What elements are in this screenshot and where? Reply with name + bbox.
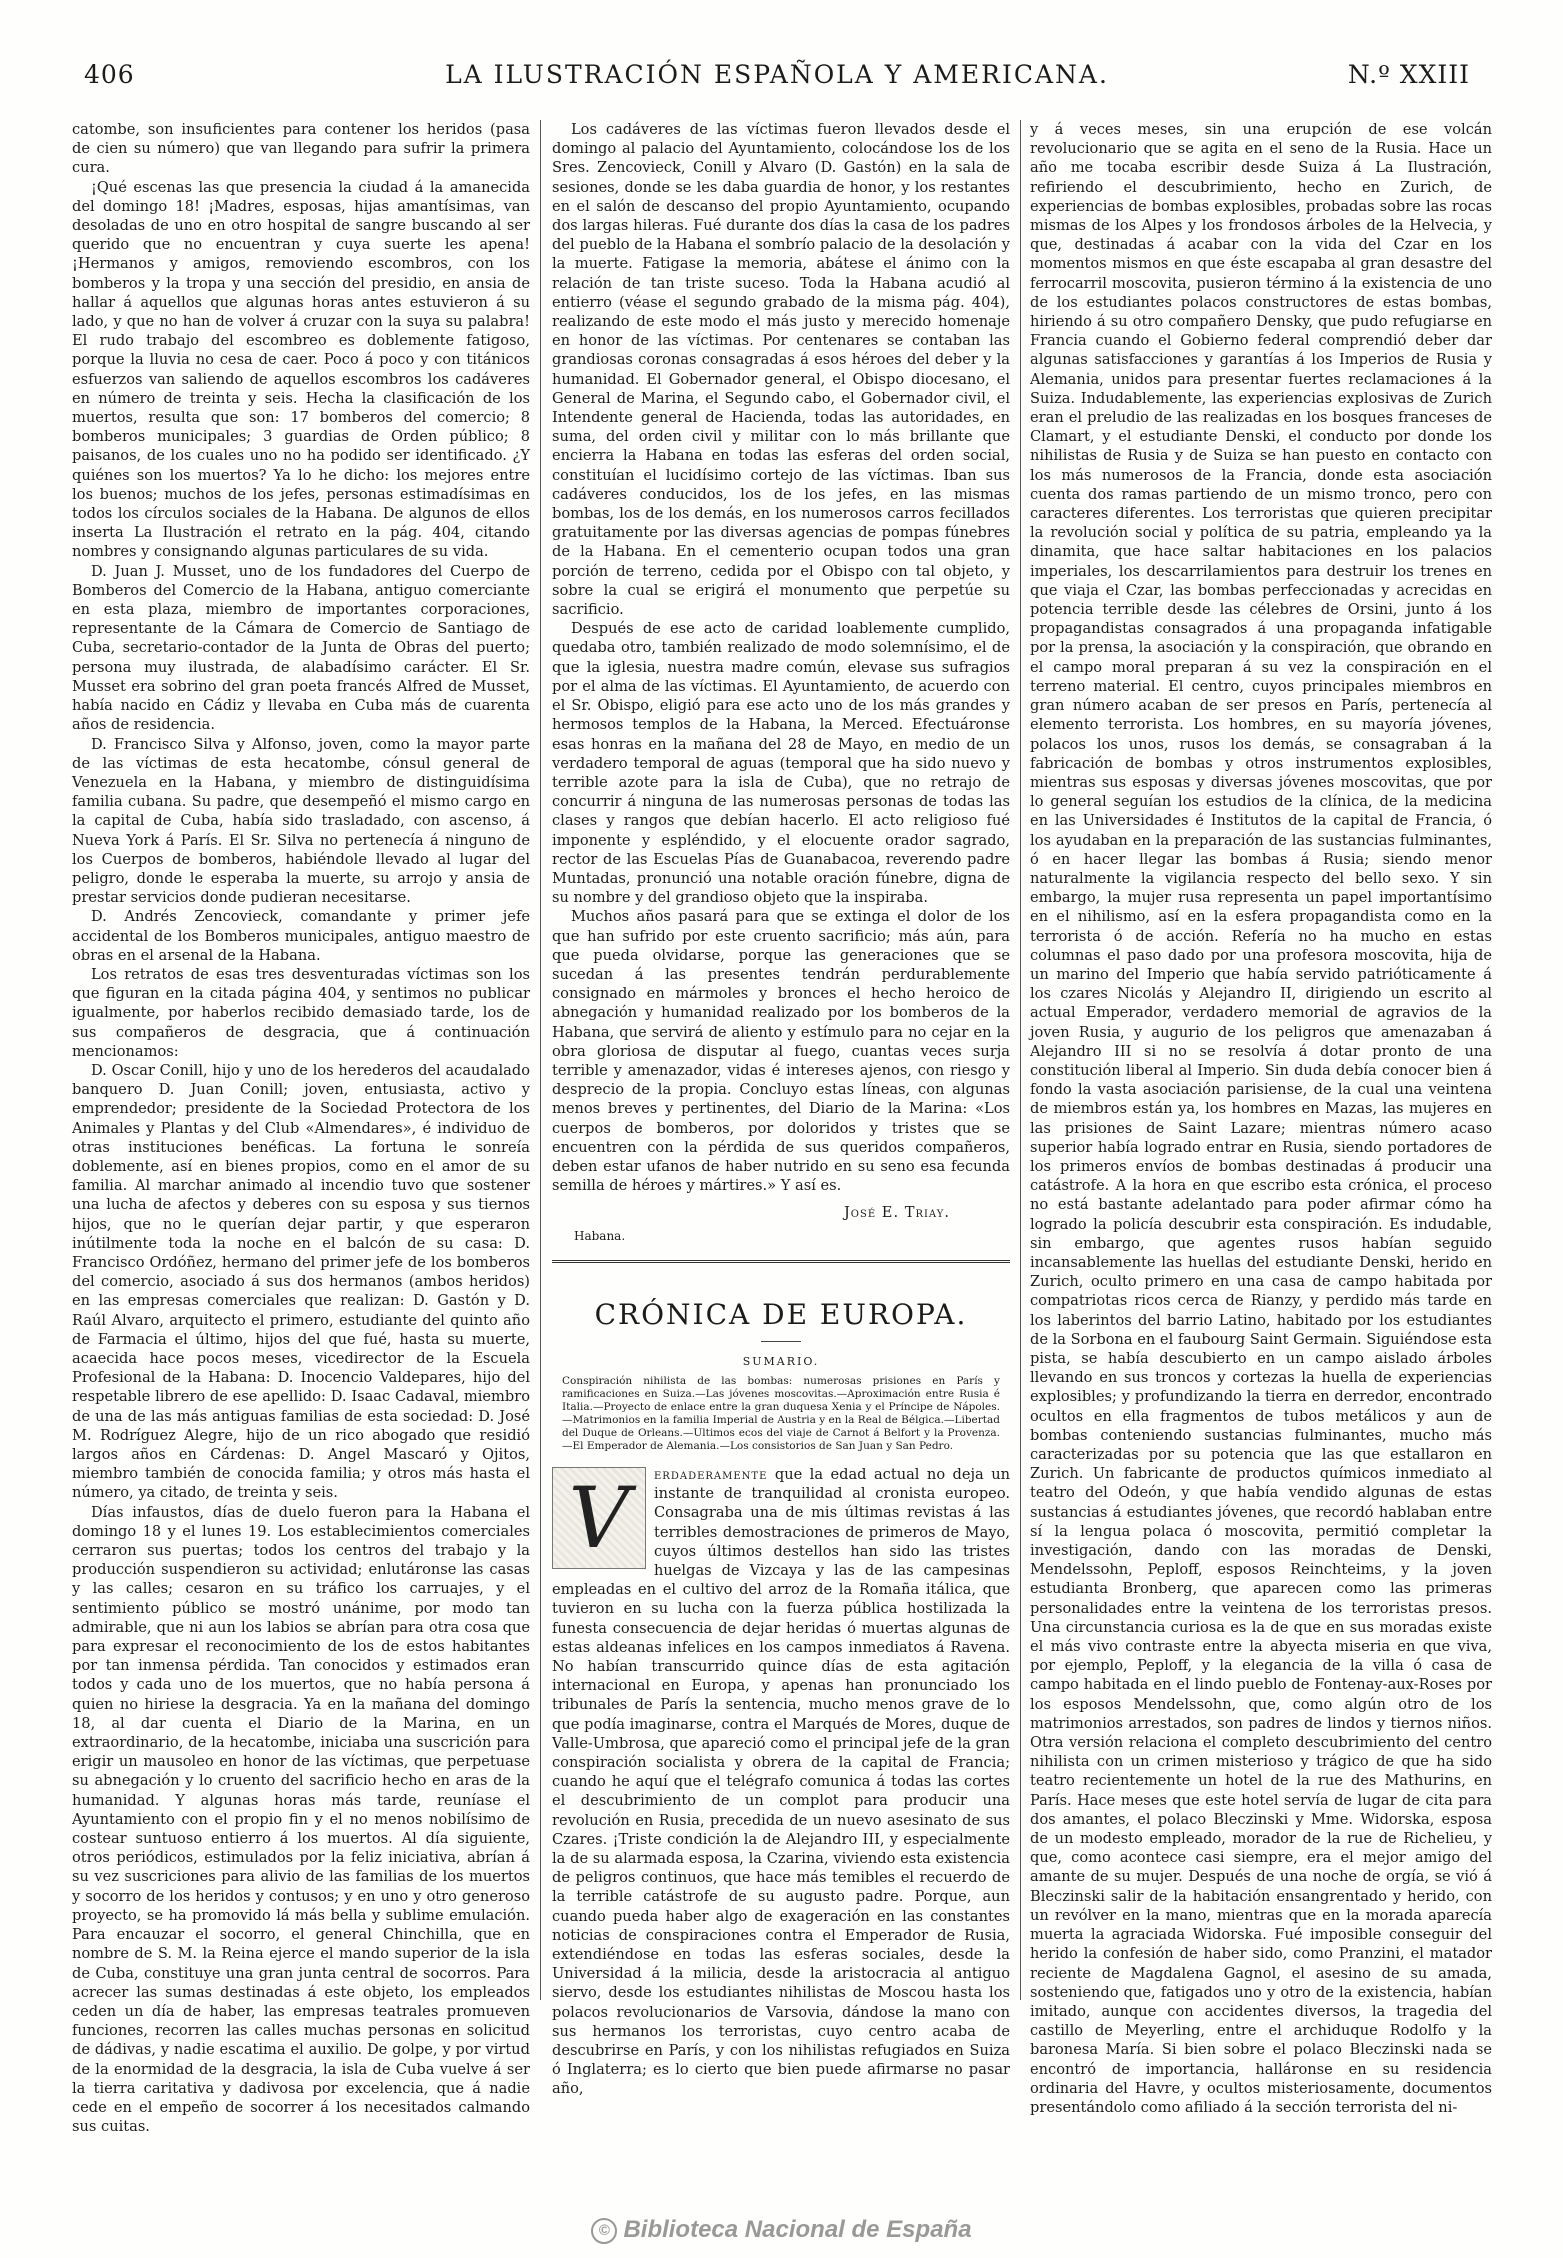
paragraph: ¡Qué escenas las que presencia la ciudad á la amanecida del domingo 18! ¡Madres, esposas, hijas amantísimas, van desoladas de uno en otro hospital de sangre buscando al ser querido que no encuentran y cuya suerte les apena! ¡Hermanos y amigos, removiendo escombros, con los bomberos y la tropa y una sección del presidio, en ansia de hallar á aquellos que algunas horas antes estuvieron á su lado, y que no han de volver á cruzar con la suya su palabra! El rudo trabajo del escombreo es doblemente fatigoso, porque la lluvia no cesa de caer. Poco á poco y con titánicos esfuerzos van saliendo de aquellos escombros los cadáveres en número de treinta y seis. Hecha la clasificación de los muertos, resulta que son: 17 bomberos del comercio; 8 bomberos municipales; 3 guardias de Orden público; 8 paisanos, de los cuales uno no ha podido ser identificado. ¿Y quiénes son los muertos? Ya lo he dicho: los mejores entre los buenos; muchos de los jefes, personas estimadísimas en todos los círculos sociales de la Habana. De algunos de ellos inserta La Ilustración el retrato en la pág. 404, citando nombres y consignando algunas particulares de su vida.: [72, 178, 530, 561]
paragraph: D. Francisco Silva y Alfonso, joven, como la mayor parte de las víctimas de esta hecatombe, cónsul general de Venezuela en la Habana, y miembro de distinguidísima familia cubana. Su padre, que desempeñó el mismo cargo en la capital de Cuba, había sido trasladado, con ascenso, á Nueva York á París. El Sr. Silva no pertenecía á ninguno de los Cuerpos de bomberos, habiéndole llevado al lugar del peligro, donde le esperaba la muerte, su arrojo y ansia de prestar servicios donde pudieran necesitarse.: [72, 735, 530, 907]
issue-number: N.º XXIII: [1347, 60, 1470, 89]
dateline-place: Habana.: [574, 1228, 626, 1243]
paragraph: Los cadáveres de las víctimas fueron llevados desde el domingo al palacio del Ayuntamiento, colocándose los de los Sres. Zencovieck, Conill y Alvaro (D. Gastón) en la sala de sesiones, donde se les daba guardia de honor, y los restantes en el salón de descanso del propio Ayuntamiento, ocupando dos largas hileras. Fué durante dos días la casa de los padres del pueblo de la Habana el sombrío palacio de la desolación y la muerte. Fatigase la memoria, abátese el ánimo con la relación de tan triste suceso. Toda la Habana acudió al entierro (véase el segundo grabado de la misma pág. 404), realizando de este modo el más justo y merecido homenaje en honor de las víctimas. Por centenares se contaban las grandiosas coronas consagradas á esos héroes del deber y la humanidad. El Gobernador general, el Obispo diocesano, el General de Marina, el Segundo cabo, el Gobernador civil, el Intendente general de Hacienda, todas las autoridades, en suma, del orden civil y militar con lo más brillante que encierra la Habana en todas las esferas del orden social, constituían el lucidísimo cortejo de las víctimas. Iban sus cadáveres conducidos, los de los jefes, en las mismas bombas, los de los demás, en los numerosos carros fecillados gratuitamente por las diversas agencias de pompas fúnebres de la Habana. En el cementerio ocupan todos una gran porción de terreno, cedida por el Obispo con tal objeto, y sobre la cual se erigirá el monumento que perpetúe su sacrificio.: [552, 121, 1010, 619]
paragraph: D. Juan J. Musset, uno de los fundadores del Cuerpo de Bomberos del Comercio de la Habana, antiguo comerciante en esta plaza, miembro de importantes corporaciones, representante de la Cámara de Comercio de Santiago de Cuba, secretario-contador de la Junta de Obras del puerto; persona muy ilustrada, de alabadísimo carácter. El Sr. Musset era sobrino del gran poeta francés Alfred de Musset, había nacido en Cádiz y llevaba en Cuba más de cuarenta años de residencia.: [72, 562, 530, 734]
watermark-text: Biblioteca Nacional de España: [623, 2216, 972, 2243]
paragraph: D. Andrés Zencovieck, comandante y primer jefe accidental de los Bomberos municipales, antiguo maestro de obras en el arsenal de la Habana.: [72, 908, 530, 964]
paragraph: y á veces meses, sin una erupción de ese volcán revolucionario que se agita en el seno de la Rusia. Hace un año me tocaba escribir desde Suiza á La Ilustración, refiriendo el descubrimiento, hecho en Zurich, de experiencias de bombas explosibles, probadas sobre las rocas mismas de los Alpes y los frondosos árboles de la Helvecia, y que, destinadas á acabar con la vida del Czar en los momentos mismos en que éste escapaba al gran desastre del ferrocarril moscovita, pusieron término á la existencia de uno de los estudiantes polacos constructores de estas bombas, hiriendo á su otro compañero Densky, que pudo refugiarse en Francia cuando el Gobierno federal comprendió deber dar algunas satisfacciones y garantías á los Imperios de Rusia y Alemania, unidos para presentar fuertes reclamaciones á la Suiza. Indudablemente, las experiencias explosivas de Zurich eran el preludio de las realizadas en los bosques franceses de Clamart, y el estudiante Denski, el conducto por donde los nihilistas de Rusia y de Suiza se han puesto en contacto con los más numerosos de la Francia, donde esta asociación cuenta dos ramas partiendo de un mismo tronco, pero con caracteres diferentes. Los terroristas que quieren precipitar la revolución social y política de su patria, empleando ya la dinamita, que hace saltar habitaciones en los palacios imperiales, los descarrilamientos para destruir los trenes en que viaja el Czar, las bombas perfeccionadas y acrecidas en potencia terrible desde las célebres de Orsini, junto á los propagandistas consagrados á una propaganda infatigable por la prensa, la asociación y la conspiración, que obrando en el campo moral preparan á su vez la conspiración en el terreno material. El centro, cuyos principales miembros en gran número acaban de ser presos en París, pertenecía al elemento terrorista. Los hombres, en su mayoría jóvenes, polacos los unos, rusos los demás, se consagraban á la fabricación de bombas y otros instrumentos explosibles, mientras sus esposas y diversas jóvenes moscovitas, que por lo general seguían los estudios de la clínica, de la medicina en las Universidades é Institutos de la capital de Francia, ó los ayudaban en la preparación de las sustancias fulminantes, ó en hacer llegar las bombas á Rusia; siendo menor naturalmente la vigilancia respecto del bello sexo. Y sin embargo, la mujer rusa representa un papel importantísimo en el nihilismo, así en la esfera propagandista como en la terrorista ó de acción. Refería no ha mucho en estas columnas el paso dado por una profesora moscovita, hija de un marino del Imperio que había servido patrióticamente á los czares Nicolás y Alejandro II, dirigiendo un escrito al actual Emperador, verdadero memorial de agravios de la joven Rusia, y augurio de los peligros que amenazaban á Alejandro III si no se resolvía á dotar pronto de una constitución liberal al Imperio. Sin duda debía conocer bien á fondo la vasta asociación parisiense, de la cual una veintena de miembros están ya, los hombres en Mazas, las mujeres en las prisiones de Saint Lazare; mientras número acaso superior había logrado entrar en Rusia, siendo portadores de los primeros envíos de bombas destinadas á producir una catástrofe. A la hora en que escribo esta crónica, el proceso no está bastante adelantado para poder afirmar cómo ha logrado la policía descubrir esta conspiración. Es indudable, sin embargo, que agentes rusos habían seguido incansablemente las huellas del estudiante Denski, herido en Zurich, oculto primero en una casa de campo habitada por compatriotas ricos cerca de Rianzy, y perdido más tarde en los laberintos del barrio Latino, habitado por los estudiantes de la Sorbona en el faubourg Saint Germain. Siguiéndose esta pista, se había descubierto en un campo aislado árboles llevando en sus troncos y cortezas la huella de experiencias explosibles; y profundizando la tierra en derredor, encontrado ocultos en ella fragmentos de tubos metálicos y aun de bombas conteniendo sustancias fulminantes, mucho más caracterizadas por su potencia que las que estallaron en Zurich. Un fabricante de productos químicos inmediato al teatro del Odeón, y que había vendido algunas de estas sustancias á estudiantes jóvenes, que recordó hablaban entre sí la lengua polaca ó moscovita, permitió completar la investigación, dando con las moradas de Denski, Mendelssohn, Peploff, esposos Reinchteims, y la joven estudianta Bronberg, que aparecen como las primeras personalidades entre la veintena de los terroristas presos. Una circunstancia curiosa es la de que en sus moradas existe el más vivo contraste entre la abyecta miseria en que viva, por ejemplo, Peploff, y la elegancia de la villa ó casa de campo habitada en el lindo pueblo de Fontenay-aux-Roses por los esposos Mendelssohn, que, como algún otro de los matrimonios arrestados, son padres de lindos y tiernos niños. Otra versión relaciona el completo descubrimiento del centro nihilista con un crimen misterioso y trágico de que ha sido teatro recientemente un hotel de la rue des Mathurins, en París. Hace meses que este hotel servía de lugar de cita para dos amantes, el polaco Bleczinski y Mme. Widorska, esposa de un modesto empleado, morador de la rue de Richelieu, y que, como acontece casi siempre, era el mejor amigo del amante de su mujer. Después de una noche de orgía, se vió á Bleczinski salir de la habitación ensangrentado y herido, con un revólver en la mano, mientras que en la morada aparecía muerta la agraciada Widorska. Fué imposible conseguir del herido la confesión de haber sido, como Pranzini, el matador reciente de Magdalena Gagnol, el asesino de su amada, sosteniendo que, fatigados uno y otro de la existencia, habían imitado, aunque con accidentes diversos, la tragedia del castillo de Meyerling, entre el archiduque Rodolfo y la baronesa María. Si bien sobre el polaco Bleczinski nada se encontró de importancia, halláronse en su residencia ordinaria del Havre, y ocultos misteriosamente, documentos presentándolo como afiliado á la sección terrorista del ni-: [1030, 121, 1492, 2116]
cronica-paragraph: [552, 1465, 1010, 2099]
column-divider: [540, 120, 541, 2000]
paragraph: Después de ese acto de caridad loablemente cumplido, quedaba otro, también realizado de modo solemnísimo, el de que la iglesia, nuestra madre común, elevase sus sufragios por el alma de las víctimas. El Ayuntamiento, de acuerdo con el Sr. Obispo, eligió para ese acto uno de los más grandes y hermosos templos de la Habana, la Merced. Efectuáronse esas honras en la mañana del 28 de Mayo, en medio de un verdadero temporal de aguas (temporal que ha sido nuevo y terrible azote para la isla de Cuba), que no retrajo de concurrir á ninguna de las numerosas personas de todas las clases y rangos que debían hacerlo. El acto religioso fué imponente y espléndido, y el elocuente orador sagrado, rector de las Escuelas Pías de Guanabacoa, reverendo padre Muntadas, pronunció una notable oración fúnebre, digna de su nombre y del grandioso objeto que la inspiraba.: [552, 620, 1010, 907]
column-divider: [1020, 120, 1021, 2000]
title-underline: [761, 1341, 801, 1342]
page-header: [84, 60, 1470, 94]
masthead-title: LA ILUSTRACIÓN ESPAÑOLA Y AMERICANA.: [445, 60, 1109, 89]
paragraph: D. Oscar Conill, hijo y uno de los herederos del acaudalado banquero D. Juan Conill; joven, entusiasta, activo y emprendedor; presidente de la Sociedad Protectora de los Animales y Plantas y del Club «Almendares», é individuo de otras instituciones benéficas. La fortuna le sonreía doblemente, así en bienes propios, como en el amor de su familia. Al marchar animado al incendio tuvo que sostener una lucha de afectos y deberes con su esposa y sus tiernos hijos, que no le querían dejar partir, y que esperaron inútilmente toda la noche en el balcón de su casa: D. Francisco Ordóñez, hermano del primer jefe de los bomberos del comercio, asociado á sus dos hermanos (ambos heridos) en las empresas comerciales que realizan: D. Gastón y D. Raúl Alvaro, arquitecto el primero, estudiante del quinto año de Farmacia el último, hijos del que fué, hasta su muerte, acaecida hace pocos meses, vicedirector de la Escuela Profesional de la Habana: D. Inocencio Valdepares, hijo del respetable librero de ese apellido: D. Isaac Cadaval, miembro de una de las más antiguas familias de esta sociedad: D. José M. Rodríguez Alegre, hijo de un rico abogado que residió largos años en Cárdenas: D. Angel Mascaró y Ojitos, miembro también de conocida familia; y otros más hasta el número, ya citado, de treinta y seis.: [72, 1061, 530, 1502]
section-title: CRÓNICA DE EUROPA.: [594, 1297, 968, 1331]
paragraph: catombe, son insuficientes para contener los heridos (pasa de cien su número) que van llegando para sufrir la primera cura.: [72, 121, 530, 177]
copyright-icon: ©: [591, 2218, 617, 2244]
sumario-text: Conspiración nihilista de las bombas: numerosas prisiones en París y ramificaciones en Suiza.—Las jóvenes moscovitas.—Aproximación entre Rusia é Italia.—Proyecto de enlace entre la gran duquesa Xenia y el Príncipe de Nápoles.—Matrimonios en la familia Imperial de Austria y en la Real de Bélgica.—Libertad del Duque de Orleans.—Ultimos ecos del viaje de Carnot á Belfort y la Provenza.—El Emperador de Alemania.—Los consistorios de San Juan y San Pedro.: [562, 1374, 1000, 1452]
section-divider: [552, 1260, 1010, 1265]
article-column-2: [552, 120, 1011, 2098]
paragraph: Los retratos de esas tres desventuradas víctimas son los que figuran en la citada página 404, y sentimos no publicar igualmente, por haberlos recibido demasiado tarde, los de sus compañeros de desgracia, que á continuación mencionamos:: [72, 965, 530, 1060]
paragraph: Muchos años pasará para que se extinga el dolor de los que han sufrido por este cruento sacrificio; más aún, para que pueda olvidarse, porque las generaciones que se sucedan á las presentes tendrán perdurablemente consignado en mármoles y bronces el hecho heroico de abnegación y humanidad realizado por los bomberos de la Habana, que servirá de aliento y estímulo para no cejar en la obra gloriosa de disputar al fuego, cuantas veces surja terrible y amenazador, vidas é intereses ajenos, con riesgo y desprecio de la propia. Concluyo estas líneas, con algunas menos breves y pertinentes, del Diario de la Marina: «Los cuerpos de bomberos, por doloridos y tristes que se encuentren con la pérdida de sus queridos compañeros, deben estar ufanos de haber nutrido en su seno esa fecunda semilla de héroes y mártires.» Y así es.: [552, 908, 1010, 1195]
paragraph: Días infaustos, días de duelo fueron para la Habana el domingo 18 y el lunes 19. Los establecimientos comerciales cerraron sus puertas; todos los centros del trabajo y la producción suspendieron su actividad; enlutáronse las casas y las calles; cesaron en su tráfico los carruajes, y el sentimiento público se mostró unánime, por modo tan admirable, que ni aun los labios se abrían para otra cosa que para expresar el reconocimiento de los de estos habitantes por tan inmensa pérdida. Tan conocidos y estimados eran todos y cada uno de los muertos, que no había persona á quien no hiriese la desgracia. Ya en la mañana del domingo 18, al dar cuenta el Diario de la Marina, en un extraordinario, de la hecatombe, iniciaba una suscrición para erigir un mausoleo en honor de las víctimas, que perpetuase su abnegación y lo cruento del sacrificio hecho en aras de la humanidad. Y algunas horas más tarde, reuníase el Ayuntamiento con el propio fin y el no menos nobilísimo de costear suntuoso entierro á los muertos. Al día siguiente, otros periódicos, estimulados por la feliz iniciativa, abrían á su vez suscriciones para alivio de las familias de los muertos y socorro de los heridos y contusos; y en uno y otro generoso proyecto, se ha promovido lá más bella y sublime emulación. Para encauzar el socorro, el general Chinchilla, que en nombre de S. M. la Reina ejerce el mando superior de la isla de Cuba, constituye una gran junta central de socorros. Para acrecer las sumas destinadas á este objeto, los empleados ceden un día de haber, las empresas teatrales promueven funciones, recorren las calles muchas personas en solicitud de dádivas, y nadie escatima el auxilio. De golpe, y por virtud de la enormidad de la desgracia, la isla de Cuba vuelve á ser la tierra caritativa y dadivosa por excelencia, que á nadie cede en el empeño de socorrer á los necesitados calmando sus cuitas.: [72, 1503, 530, 2136]
article-column-3: [1030, 120, 1492, 2116]
first-word: erdaderamente: [654, 1465, 768, 1483]
article-column-1: [72, 120, 530, 2136]
sumario-heading: SUMARIO.: [742, 1354, 820, 1368]
page-number: 406: [84, 60, 135, 89]
decorated-initial-v: V: [552, 1467, 646, 1569]
cronica-text: que la edad actual no deja un instante de tranquilidad al cronista europeo. Consagraba una de mis últimas revistas á las terribles demostraciones de primeros de Mayo, cuyos últimos destellos han sido las tristes huelgas de Vizcaya y las de las campesinas empleadas en el cultivo del arroz de la Romaña itálica, que tuvieron en su lucha con la fuerza pública hostilizada la funesta consecuencia de dejar heridas ó muertas algunas de estas aldeanas infelices en los campos inmediatos á Ravena. No habían transcurrido quince días de esta agitación internacional en Europa, y apenas han pronunciado los tribunales de París la sentencia, mucho menos grave de lo que podía imaginarse, contra el Marqués de Mores, duque de Valle-Umbrosa, que apareció como el principal jefe de la gran conspiración socialista y obrera de la capital de Francia; cuando he aquí que el telégrafo comunica á todas las cortes el descubrimiento de un complot para producir una revolución en Rusia, precedida de un nuevo asesinato de sus Czares. ¡Triste condición la de Alejandro III, y especialmente la de su alarmada esposa, la Czarina, viviendo esta existencia de peligros continuos, que hace más temibles el recuerdo de la terrible catástrofe de su augusto padre. Porque, aun cuando pueda haber algo de exageración en las constantes noticias de conspiraciones contra el Emperador de Rusia, extendiéndose en todas las esferas sociales, desde la Universidad á la milicia, desde la aristocracia al antiguo siervo, desde los estudiantes nihilistas de Moscou hasta los polacos revolucionarios de Varsovia, dándose la mano con sus hermanos los terroristas, cuyo centro acaba de descubrirse en París, y con los nihilistas refugiados en Suiza ó Inglaterra; es lo cierto que bien puede afirmarse no pasar año,: [552, 1465, 1011, 2098]
author-signature: José E. Triay.: [843, 1204, 950, 1222]
library-watermark: [0, 2216, 1563, 2244]
